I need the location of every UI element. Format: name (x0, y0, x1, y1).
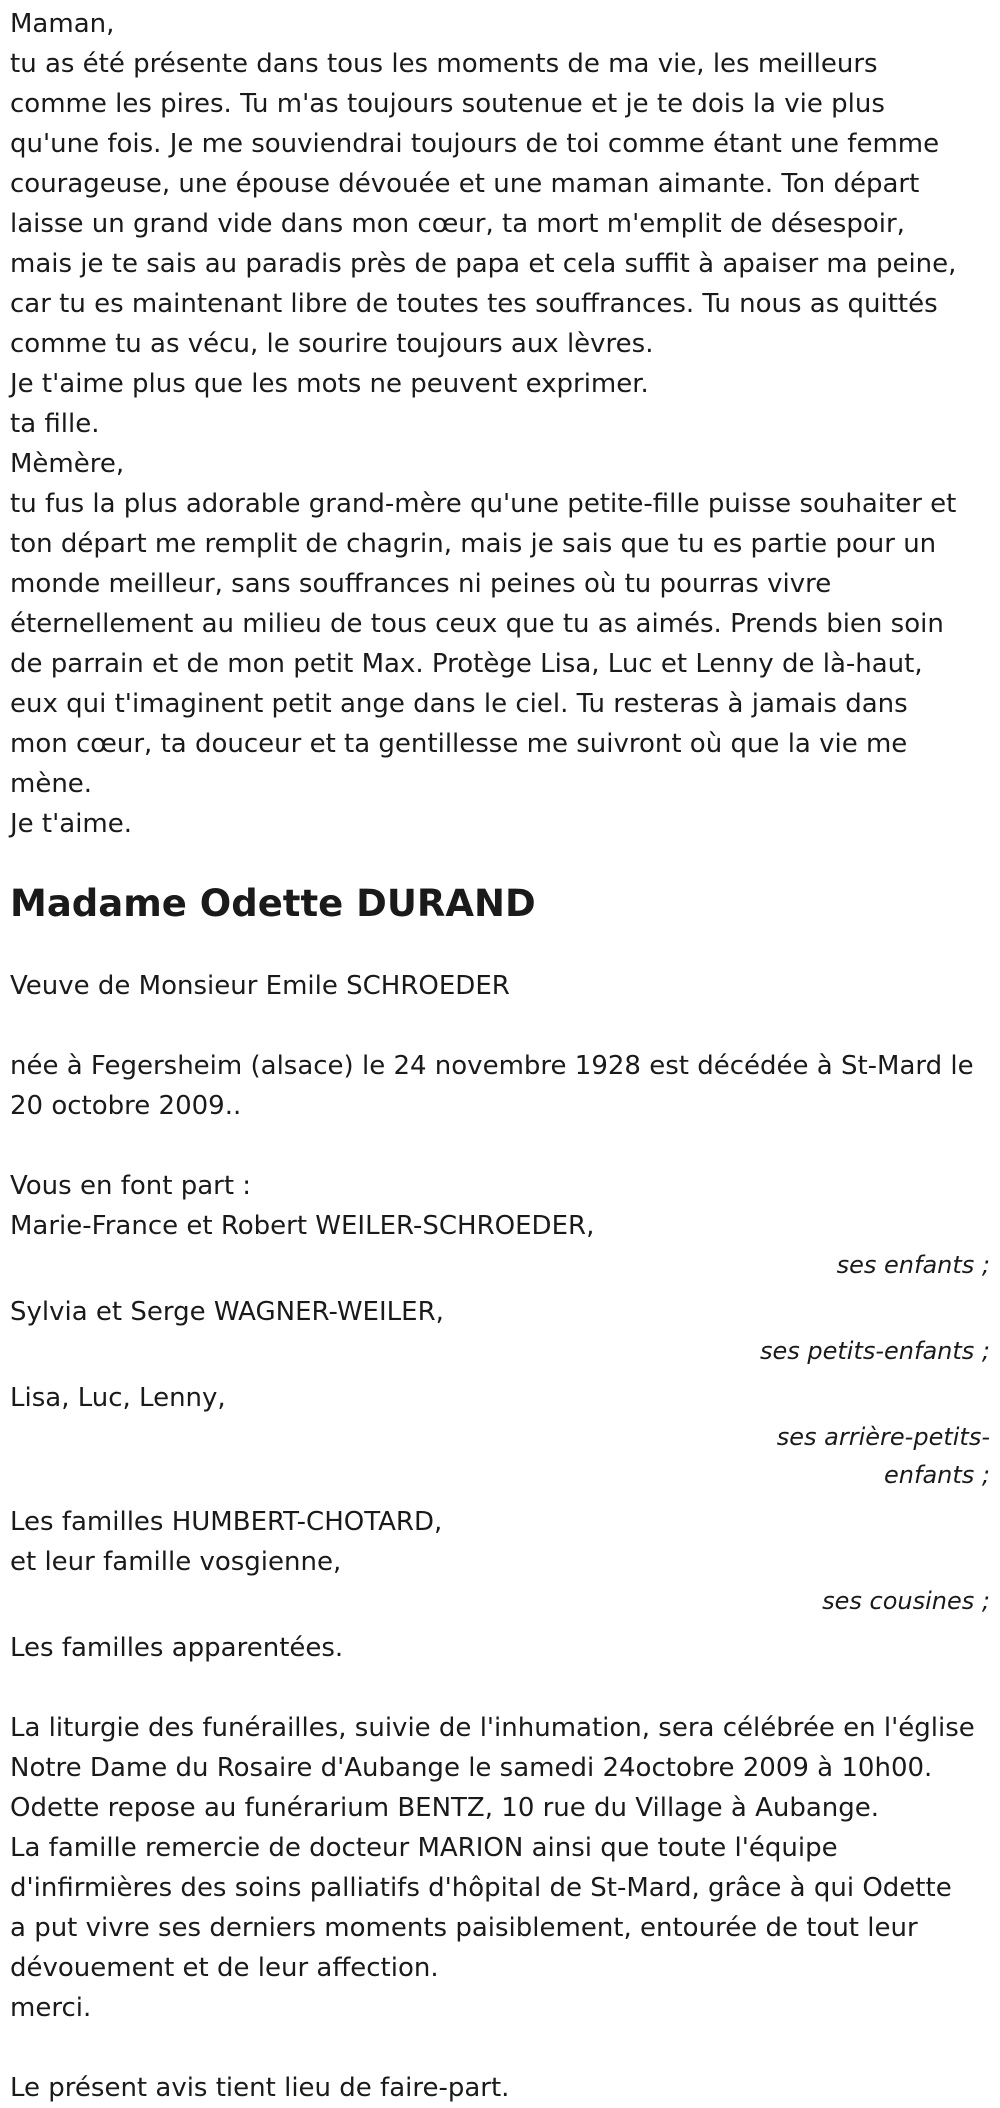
tribute-mother-line: comme les pires. Tu m'as toujours soutenue et je te dois la vie plus (10, 89, 885, 119)
tribute-grandmother-line: mon cœur, ta douceur et ta gentillesse me suivront où que la vie me (10, 729, 908, 759)
cousins-role: ses cousines ; (822, 1587, 990, 1615)
grandchildren-names: Sylvia et Serge WAGNER-WEILER, (10, 1297, 444, 1327)
tribute-grandmother-line: tu fus la plus adorable grand-mère qu'une petite-fille puisse souhaiter et (10, 489, 957, 519)
tribute-mother (10, 4, 990, 444)
funeral-line: a put vivre ses derniers moments paisiblement, entourée de tout leur (10, 1913, 918, 1943)
birth-death-line: née à Fegersheim (alsace) le 24 novembre 1928 est décédée à St-Mard le (10, 1051, 974, 1081)
related-families: Les familles apparentées. (10, 1633, 344, 1663)
great-grandchildren-role: enfants ; (884, 1461, 990, 1489)
tribute-mother-line: courageuse, une épouse dévouée et une maman aimante. Ton départ (10, 169, 920, 199)
spacer (10, 1284, 990, 1292)
tribute-grandmother-line: de parrain et de mon petit Max. Protège Lisa, Luc et Lenny de là-haut, (10, 649, 923, 679)
spacer (10, 1370, 990, 1378)
widow-of: Veuve de Monsieur Emile SCHROEDER (10, 971, 510, 1001)
tribute-grandmother-line: monde meilleur, sans souffrances ni peines où tu pourras vivre (10, 569, 832, 599)
tribute-mother-line: laisse un grand vide dans mon cœur, ta mort m'emplit de désespoir, (10, 209, 905, 239)
spacer (10, 1494, 990, 1502)
announce-intro: Vous en font part : (10, 1171, 252, 1201)
spacer (10, 1126, 990, 1166)
great-grandchildren-names: Lisa, Luc, Lenny, (10, 1383, 226, 1413)
children-names: Marie-France et Robert WEILER-SCHROEDER, (10, 1211, 595, 1241)
spacer (10, 1006, 990, 1046)
tribute-mother-line: car tu es maintenant libre de toutes tes souffrances. Tu nous as quittés (10, 289, 938, 319)
tribute-mother-line: comme tu as vécu, le sourire toujours aux lèvres. (10, 329, 654, 359)
tribute-mother-line: tu as été présente dans tous les moments de ma vie, les meilleurs (10, 49, 878, 79)
grandchildren-role: ses petits-enfants ; (759, 1337, 990, 1365)
deceased-name: Madame Odette DURAND (10, 882, 536, 925)
family-list (10, 1206, 990, 1668)
tribute-grandmother-line: ton départ me remplit de chagrin, mais je sais que tu es partie pour un (10, 529, 937, 559)
tribute-grandmother-closing: Je t'aime. (10, 809, 133, 839)
tribute-grandmother-line: eux qui t'imaginent petit ange dans le ciel. Tu resteras à jamais dans (10, 689, 908, 719)
spacer (10, 1668, 990, 1708)
tribute-grandmother (10, 444, 990, 844)
funeral-line: La famille remercie de docteur MARION ainsi que toute l'équipe (10, 1833, 838, 1863)
funeral-line: d'infirmières des soins palliatifs d'hôpital de St-Mard, grâce à qui Odette (10, 1873, 952, 1903)
birth-death-line: 20 octobre 2009.. (10, 1091, 242, 1121)
tribute-grandmother-salutation: Mèmère, (10, 449, 125, 479)
funeral-line: Odette repose au funérarium BENTZ, 10 rue du Village à Aubange. (10, 1793, 880, 1823)
footer-note: Le présent avis tient lieu de faire-part. (10, 2073, 510, 2103)
children-role: ses enfants ; (836, 1251, 990, 1279)
tribute-mother-closing: Je t'aime plus que les mots ne peuvent exprimer. (10, 369, 649, 399)
cousins-names: et leur famille vosgienne, (10, 1547, 342, 1577)
tribute-grandmother-line: mène. (10, 769, 93, 799)
spacer (10, 2028, 990, 2068)
great-grandchildren-role: ses arrière-petits- (776, 1423, 990, 1451)
funeral-line: merci. (10, 1993, 92, 2023)
funeral-line: Notre Dame du Rosaire d'Aubange le samedi 24octobre 2009 à 10h00. (10, 1753, 933, 1783)
spacer (10, 1620, 990, 1628)
tribute-grandmother-line: éternellement au milieu de tous ceux que tu as aimés. Prends bien soin (10, 609, 944, 639)
funeral-details (10, 1708, 990, 2028)
cousins-names: Les familles HUMBERT-CHOTARD, (10, 1507, 443, 1537)
funeral-line: dévouement et de leur affection. (10, 1953, 439, 1983)
tribute-mother-signature: ta fille. (10, 409, 100, 439)
tribute-mother-line: qu'une fois. Je me souviendrai toujours de toi comme étant une femme (10, 129, 940, 159)
tribute-mother-line: mais je te sais au paradis près de papa et cela suffit à apaiser ma peine, (10, 249, 957, 279)
tribute-mother-salutation: Maman, (10, 9, 115, 39)
funeral-line: La liturgie des funérailles, suivie de l'inhumation, sera célébrée en l'église (10, 1713, 975, 1743)
